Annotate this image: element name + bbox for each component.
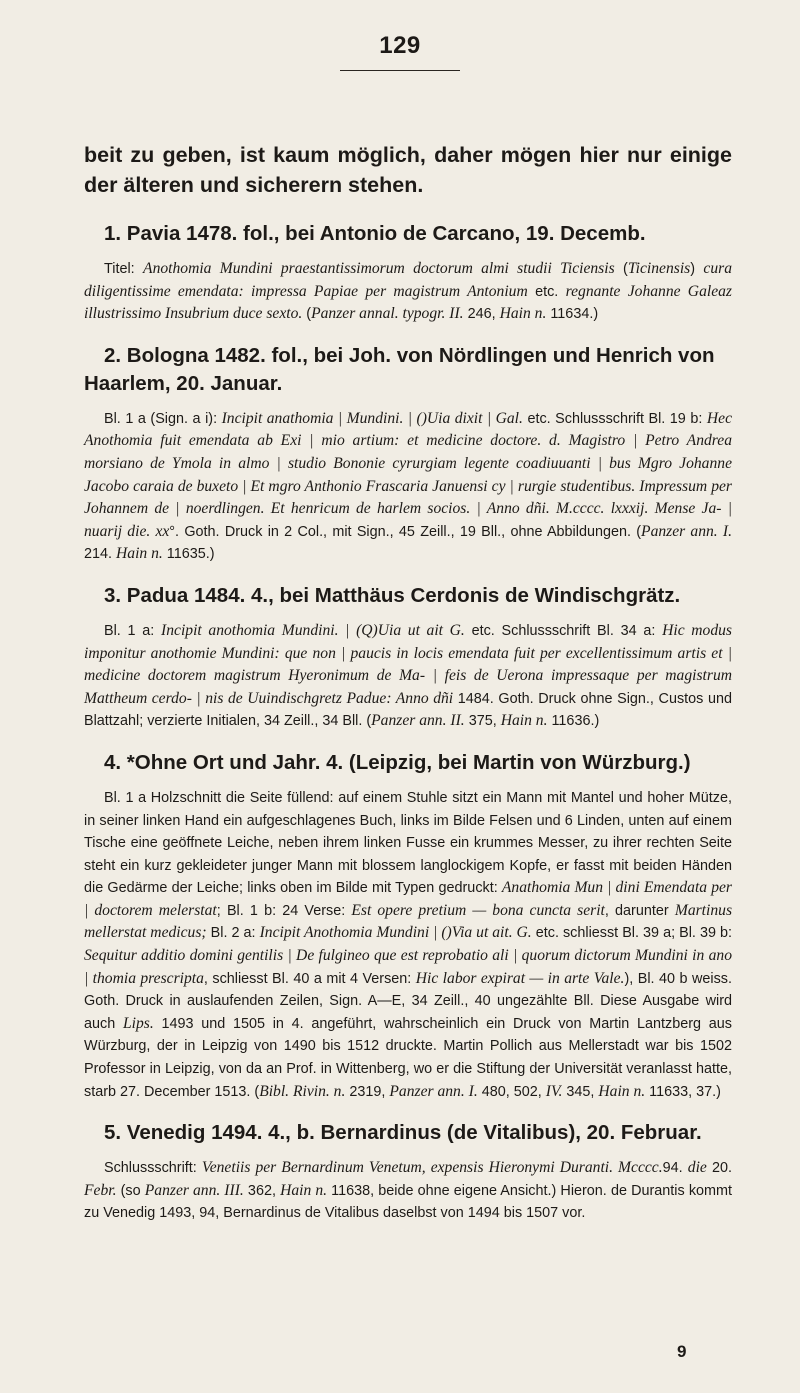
description-text: 20. [706,1160,732,1177]
description-text: 11634.) [546,306,599,323]
italic-citation-text: Incipit anathomia | Mundini. | ()Uia dixit | Gal. [221,409,523,427]
italic-citation-text: regnante Johanne Galeaz illustrissimo Insubrium duce sexto. [84,282,732,323]
description-text: etc. [527,283,566,300]
description-text: 1493 und 1505 in 4. angeführt, wahrscheinlich ein Druck von Martin Lantzberg aus Würzburg, der in Leipzig von 1490 bis 1512 druckte. Martin Pollich aus Mellerstadt war bis 1502 Professor in Leipzig, von da an Prof. in Wittenberg, wo er die Stiftung der Universität veranlasst hatte, starb 27. December 1513. ( [84,1015,732,1100]
italic-citation-text: Anathomia Mun | dini Emendata per | doctorem melerstat [84,879,732,919]
description-text: Bl. 2 a: [206,925,260,942]
italic-citation-text: Incipit anothomia Mundini. | (Q)Uia ut ait G. [161,621,465,639]
entry-description [84,620,732,733]
italic-citation-text: Panzer ann. I. [389,1082,478,1100]
entry-description [84,1157,732,1225]
signature-mark: 9 [677,1342,687,1361]
description-text: 362, [243,1182,281,1199]
bibliography-entry [84,749,732,1103]
italic-citation-text: Panzer annal. typogr. II. [311,305,464,323]
bibliography-entry [84,582,732,733]
description-text: °. Goth. Druck in 2 Col., mit Sign., 45 Zeill., 19 Bll., ohne Abbildungen. ( [169,523,642,540]
entry-heading: 5. Venedig 1494. 4., b. Bernardinus (de Vitalibus), 20. Februar. [104,1121,702,1145]
italic-citation-text: Sequitur additio domini gentilis | De fulgineo que est reprobatio ali | quorum dictorum Mundini in ano | thomia prescripta [84,947,732,987]
italic-citation-text: Panzer ann. III. [144,1181,244,1199]
lead-paragraph: beit zu geben, ist kaum möglich, daher mögen hier nur einige der älteren und sicherern stehen. [84,143,732,197]
description-text: ( [614,261,628,277]
description-text: 480, 502, [477,1083,546,1100]
description-text: ) [690,261,704,277]
bibliography-entry [84,220,732,326]
italic-citation-text: Hec Anothomia fuit emendata ab Exi | mio artium: et medicine doctore. d. Magistro | Petro Andrea morsiano de Ymola in almo | studio Bononie cyrurgiam legente coadiuuanti | bus Mgro Johanne Jacobo caraia de buxeto | Et mgro Anthonio Frascaria Januensi cy | rurgie studentibus. Impressum per Johannem de | noerdlingen. Et henricum de harlem socios. | Anno dñi. M.cccc. lxxxij. Mense Ja- | nuarij die. xx [84,409,732,540]
italic-citation-text: IV. [545,1082,563,1100]
description-text: , schliesst Bl. 40 a mit 4 Versen: [203,970,416,987]
italic-citation-text: Hain n. [598,1082,646,1100]
description-text: 11633, 37.) [645,1083,721,1100]
bibliography-entry [84,1119,732,1225]
italic-citation-text: cura diligentissime emendata: impressa Papiae per magistrum Antonium [84,260,733,300]
italic-citation-text: Hic modus imponitur anothomie Mundini: que non | paucis in locis emendata fuit per excellentissimum artis et | medicine doctorem magistrum Hyeronimum de Ma- | feis de Uerona impressaque per magistrum Mattheum cerdo- | nis de Uuindischgretz Padue: Anno dñi [84,621,732,707]
description-text: ; Bl. 1 b: 24 Verse: [216,902,352,919]
description-text: Bl. 1 a Holzschnitt die Seite füllend: auf einem Stuhle sitzt ein Mann mit Mantel und hoher Mütze, in seiner linken Hand ein aufgeschlagenes Buch, links im Bilde Felsen und 6 Linden, unten auf einem Tische eine geöffnete Leiche, neben ihrem linken Fusse ein krummes Messer, zu ihrer rechten Seite steht ein kurz gekleideter junger Mann mit blossem langlockigem Kopfe, er fasst mit beiden Händen die Gedärme der Leiche; links oben im Bilde mit Typen gedruckt: [84,789,732,897]
description-text: etc. Schlussschrift Bl. 19 b: [522,410,707,427]
italic-citation-text: Bibl. Rivin. n. [259,1082,346,1100]
entry-list [84,220,732,1225]
page-body [84,140,732,1241]
description-text: 11635.) [162,546,215,563]
header-rule [340,70,460,71]
description-text: Schlussschrift: [104,1160,202,1177]
description-text: , darunter [604,902,675,919]
description-text: 2319, [345,1083,390,1100]
italic-citation-text: Hain n. [500,712,548,730]
description-text: 214. [84,546,117,563]
italic-citation-text: Venetiis per Bernardinum Venetum, expensis Hieronymi Duranti. Mcccc. [201,1159,663,1177]
entry-heading: 4. *Ohne Ort und Jahr. 4. (Leipzig, bei Martin von Würzburg.) [104,750,691,774]
italic-citation-text: Hain n. [116,545,163,563]
description-text: 11638, beide ohne eigene Ansicht.) Hieron. de Durantis kommt zu Venedig 1493, 94, Bernardinus de Vitalibus daselbst von 1494 bis 1507 vor. [84,1182,732,1222]
description-text: 11636.) [547,713,600,730]
entry-description [84,408,732,566]
italic-citation-text: Ticinensis [627,260,691,277]
entry-heading: 1. Pavia 1478. fol., bei Antonio de Carcano, 19. Decemb. [104,222,646,245]
italic-citation-text: Martinus mellerstat medicus; [84,901,733,942]
description-text: 246, [463,306,500,323]
description-text: 94. [662,1160,688,1177]
italic-citation-text: Lips. [122,1014,154,1032]
italic-citation-text: Incipit Anothomia Mundini | ()Via ut ait. G. [259,924,532,942]
description-text: 345, [562,1083,599,1100]
description-text: 1484. Goth. Druck ohne Sign., Custos und Blattzahl; verzierte Initialen, 34 Zeill., 34 Bll. ( [84,690,732,730]
italic-citation-text: Anothomia Mundini praestantissimorum doctorum almi studii Ticiensis [143,260,615,277]
description-text: ), Bl. 40 b weiss. Goth. Druck in auslaufenden Zeilen, Sign. A—E, 34 Zeill., 40 ungezählte Bll. Diese Ausgabe wird auch [84,970,732,1032]
description-text: Bl. 1 a: [104,622,162,639]
description-text: etc. Schlussschrift Bl. 34 a: [464,622,663,639]
entry-description [84,258,732,326]
description-text: Titel: [104,261,144,277]
italic-citation-text: die [687,1159,707,1177]
italic-citation-text: Hain n. [499,305,547,323]
italic-citation-text: Hic labor expirat — in arte Vale. [415,969,625,987]
italic-citation-text: Est opere pretium — bona cuncta serit [351,901,605,919]
description-text: (so [116,1182,145,1199]
page-number: 129 [379,32,421,59]
italic-citation-text: Hain n. [280,1181,328,1199]
bibliography-entry [84,342,732,566]
description-text: Bl. 1 a (Sign. a i): [104,410,222,427]
description-text: etc. schliesst Bl. 39 a; Bl. 39 b: [531,925,733,942]
italic-citation-text: Febr. [84,1181,117,1199]
italic-citation-text: Panzer ann. II. [371,712,465,730]
description-text: ( [302,306,312,323]
entry-description [84,787,732,1103]
entry-heading: 3. Padua 1484. 4., bei Matthäus Cerdonis de Windischgrätz. [104,583,681,607]
italic-citation-text: Panzer ann. I. [641,522,732,540]
entry-heading: 2. Bologna 1482. fol., bei Joh. von Nördlingen und Henrich von Haarlem, 20. Januar. [84,343,715,395]
description-text: 375, [464,713,501,730]
